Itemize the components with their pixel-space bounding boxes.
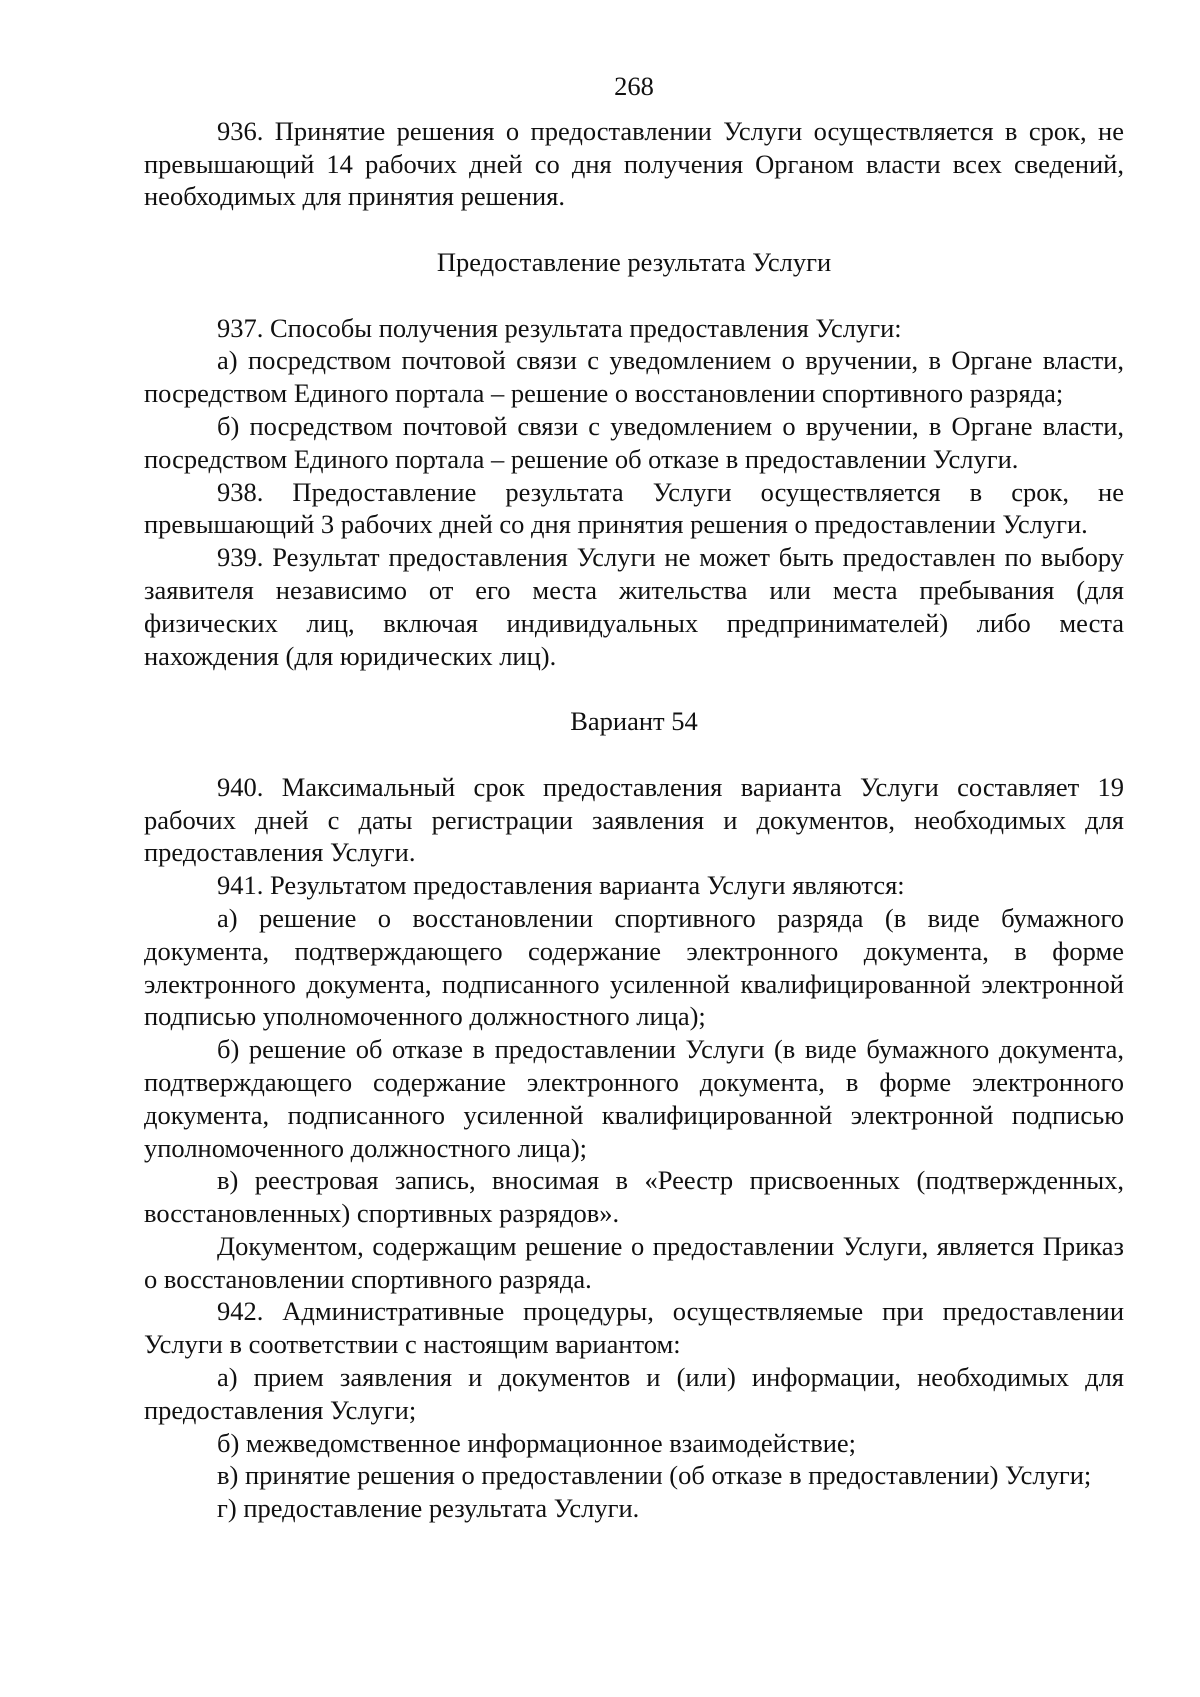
paragraph-941-d: Документом, содержащим решение о предоставлении Услуги, является Приказ о восстановлении спортивного разряда. [144, 1230, 1124, 1294]
paragraph-941-a: а) решение о восстановлении спортивного разряда (в виде бумажного документа, подтверждающего содержание электронного документа, в форме электронного документа, подписанного усиленной квалифицированной электронной подписью уполномоченного должностного лица); [144, 902, 1124, 1032]
paragraph-942-d: г) предоставление результата Услуги. [217, 1493, 640, 1524]
paragraph-938: 938. Предоставление результата Услуги осуществляется в срок, не превышающий 3 рабочих дней со дня принятия решения о предоставлении Услуги. [144, 476, 1124, 540]
spacer [144, 213, 1124, 246]
paragraph-940: 940. Максимальный срок предоставления варианта Услуги составляет 19 рабочих дней с даты регистрации заявления и документов, необходимых для предоставления Услуги. [144, 771, 1124, 868]
paragraph-942-c: в) принятие решения о предоставлении (об отказе в предоставлении) Услуги; [217, 1460, 1092, 1491]
paragraph-941-c: в) реестровая запись, вносимая в «Реестр присвоенных (подтвержденных, восстановленных) спортивных разрядов». [144, 1165, 1124, 1229]
paragraph-939: 939. Результат предоставления Услуги не может быть предоставлен по выбору заявителя независимо от его места жительства или места пребывания (для физических лиц, включая индивидуальных предпринимателей) либо места нахождения (для юридических лиц). [144, 542, 1124, 671]
spacer [144, 672, 1124, 705]
spacer [144, 738, 1124, 771]
paragraph-937-b: б) посредством почтовой связи с уведомлением о вручении, в Органе власти, посредством Единого портала – решение об отказе в предоставлении Услуги. [144, 410, 1124, 474]
document-page [144, 70, 1124, 1525]
paragraph-936: 936. Принятие решения о предоставлении Услуги осуществляется в срок, не превышающий 14 рабочих дней со дня получения Органом власти всех сведений, необходимых для принятия решения. [144, 115, 1124, 212]
paragraph-941-b: б) решение об отказе в предоставлении Услуги (в виде бумажного документа, подтверждающего содержание электронного документа, в форме электронного документа, подписанного усиленной квалифицированной электронной подписью уполномоченного должностного лица); [144, 1034, 1124, 1163]
spacer [144, 279, 1124, 312]
paragraph-937: 937. Способы получения результата предоставления Услуги: [217, 312, 902, 343]
paragraph-937-a: а) посредством почтовой связи с уведомлением о вручении, в Органе власти, посредством Единого портала – решение о восстановлении спортивного разряда; [144, 345, 1124, 409]
paragraph-942-b: б) межведомственное информационное взаимодействие; [217, 1427, 857, 1458]
section-heading-variant: Вариант 54 [570, 706, 698, 737]
paragraph-941: 941. Результатом предоставления варианта Услуги являются: [217, 870, 905, 901]
paragraph-942: 942. Административные процедуры, осуществляемые при предоставлении Услуги в соответствии с настоящим вариантом: [144, 1296, 1124, 1360]
paragraph-942-a: а) прием заявления и документов и (или) информации, необходимых для предоставления Услуги; [144, 1362, 1124, 1425]
page-number: 268 [614, 71, 654, 101]
section-heading-result: Предоставление результата Услуги [436, 246, 832, 277]
